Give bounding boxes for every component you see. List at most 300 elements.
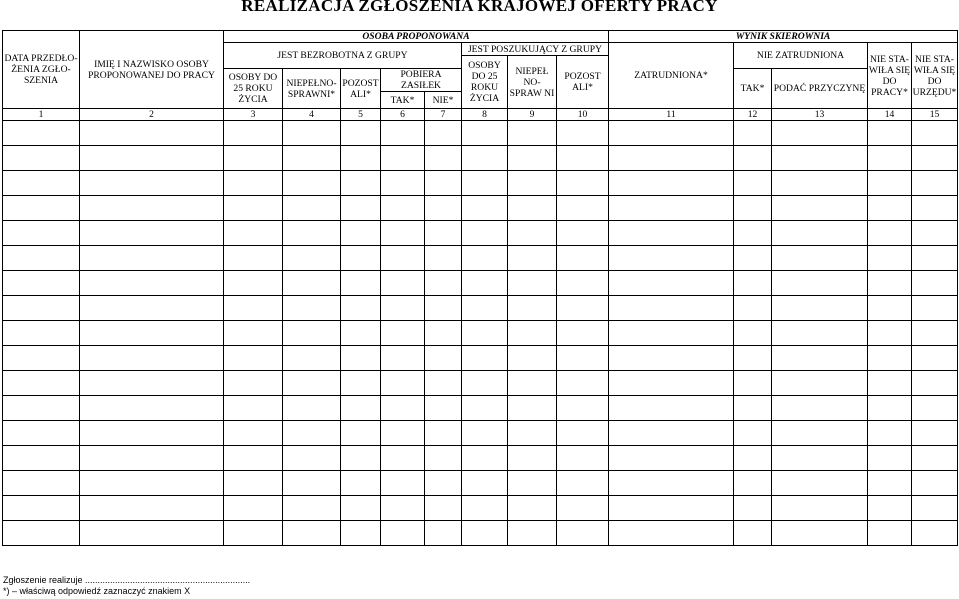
header-js-others: POZOST ALI* [557,56,609,109]
table-cell[interactable] [557,271,609,296]
table-cell[interactable] [557,246,609,271]
table-cell[interactable] [341,271,381,296]
table-cell[interactable] [381,121,425,146]
table-cell[interactable] [224,146,283,171]
header-js-under25: OSOBY DO 25 ROKU ŻYCIA [462,56,508,109]
table-cell[interactable] [772,146,868,171]
table-cell[interactable] [283,196,341,221]
column-number: 14 [868,109,912,121]
table-cell[interactable] [224,196,283,221]
table-cell[interactable] [609,246,734,271]
table-cell[interactable] [3,396,80,421]
table-cell[interactable] [609,421,734,446]
table-cell[interactable] [283,421,341,446]
table-cell[interactable] [3,496,80,521]
table-cell[interactable] [508,496,557,521]
table-row [3,196,958,221]
table-cell[interactable] [283,396,341,421]
table-cell[interactable] [283,171,341,196]
table-cell[interactable] [341,396,381,421]
table-cell[interactable] [224,296,283,321]
table-cell[interactable] [80,321,224,346]
header-allowance-no: NIE* [425,92,462,109]
table-cell[interactable] [3,271,80,296]
table-cell[interactable] [508,521,557,546]
table-cell[interactable] [912,296,958,321]
table-cell[interactable] [80,496,224,521]
header-person-group: OSOBA PROPONOWANA [224,31,609,43]
table-cell[interactable] [912,396,958,421]
table-row [3,146,958,171]
table-cell[interactable] [341,246,381,271]
table-row [3,346,958,371]
table-cell[interactable] [912,421,958,446]
table-cell[interactable] [462,121,508,146]
table-cell[interactable] [3,521,80,546]
table-cell[interactable] [341,221,381,246]
table-cell[interactable] [425,296,462,321]
table-cell[interactable] [425,146,462,171]
table-cell[interactable] [80,171,224,196]
table-cell[interactable] [3,471,80,496]
table-cell[interactable] [425,496,462,521]
table-cell[interactable] [912,346,958,371]
table-cell[interactable] [80,196,224,221]
table-cell[interactable] [508,271,557,296]
table-cell[interactable] [341,146,381,171]
table-cell[interactable] [462,321,508,346]
table-cell[interactable] [381,271,425,296]
table-cell[interactable] [462,521,508,546]
table-cell[interactable] [609,171,734,196]
table-cell[interactable] [734,321,772,346]
header-result-group: WYNIK SKIEROWNIA [609,31,958,43]
table-cell[interactable] [508,221,557,246]
table-cell[interactable] [557,146,609,171]
table-cell[interactable] [557,321,609,346]
referral-table [2,30,958,546]
table-cell[interactable] [734,521,772,546]
table-cell[interactable] [868,221,912,246]
table-cell[interactable] [80,221,224,246]
table-cell[interactable] [868,446,912,471]
table-cell[interactable] [868,271,912,296]
table-cell[interactable] [868,346,912,371]
column-number: 15 [912,109,958,121]
column-number: 7 [425,109,462,121]
table-cell[interactable] [3,246,80,271]
table-cell[interactable] [462,471,508,496]
table-cell[interactable] [341,346,381,371]
table-cell[interactable] [283,371,341,396]
table-cell[interactable] [912,271,958,296]
table-cell[interactable] [734,446,772,471]
table-cell[interactable] [381,196,425,221]
table-cell[interactable] [912,171,958,196]
column-number: 11 [609,109,734,121]
table-row [3,121,958,146]
form-title: REALIZACJA ZGŁOSZENIA KRAJOWEJ OFERTY PRACY [241,0,718,15]
table-cell[interactable] [283,121,341,146]
table-cell[interactable] [381,146,425,171]
table-cell[interactable] [734,471,772,496]
table-cell[interactable] [868,371,912,396]
table-cell[interactable] [734,296,772,321]
table-cell[interactable] [609,271,734,296]
table-cell[interactable] [609,471,734,496]
table-cell[interactable] [283,296,341,321]
table-cell[interactable] [557,296,609,321]
table-cell[interactable] [912,221,958,246]
table-cell[interactable] [508,421,557,446]
table-cell[interactable] [557,371,609,396]
table-cell[interactable] [508,171,557,196]
table-cell[interactable] [425,521,462,546]
table-cell[interactable] [508,371,557,396]
table-cell[interactable] [912,321,958,346]
table-cell[interactable] [462,146,508,171]
table-cell[interactable] [425,321,462,346]
table-cell[interactable] [557,521,609,546]
table-cell[interactable] [772,196,868,221]
table-cell[interactable] [381,171,425,196]
table-cell[interactable] [224,396,283,421]
table-cell[interactable] [734,121,772,146]
table-cell[interactable] [609,396,734,421]
table-cell[interactable] [609,121,734,146]
table-cell[interactable] [557,396,609,421]
table-cell[interactable] [80,246,224,271]
header-unemployed: JEST BEZROBOTNA Z GRUPY [224,43,462,69]
table-cell[interactable] [734,371,772,396]
table-cell[interactable] [868,396,912,421]
table-cell[interactable] [462,221,508,246]
table-cell[interactable] [462,246,508,271]
header-jobseeker: JEST POSZUKUJĄCY Z GRUPY [462,43,609,56]
table-cell[interactable] [609,321,734,346]
table-cell[interactable] [224,121,283,146]
table-cell[interactable] [734,271,772,296]
table-cell[interactable] [80,471,224,496]
table-cell[interactable] [283,146,341,171]
table-cell[interactable] [734,146,772,171]
table-cell[interactable] [3,421,80,446]
table-cell[interactable] [341,296,381,321]
table-cell[interactable] [283,271,341,296]
table-cell[interactable] [609,371,734,396]
table-cell[interactable] [341,171,381,196]
table-cell[interactable] [462,421,508,446]
footer-note: *) – właściwą odpowiedź zaznaczyć znakiem X [3,586,191,596]
table-cell[interactable] [772,246,868,271]
table-cell[interactable] [772,496,868,521]
table-cell[interactable] [425,446,462,471]
table-cell[interactable] [734,346,772,371]
table-cell[interactable] [772,371,868,396]
table-cell[interactable] [557,446,609,471]
table-cell[interactable] [224,271,283,296]
table-cell[interactable] [425,271,462,296]
table-cell[interactable] [734,396,772,421]
table-cell[interactable] [3,346,80,371]
table-cell[interactable] [80,121,224,146]
table-cell[interactable] [912,471,958,496]
table-cell[interactable] [734,221,772,246]
table-cell[interactable] [609,446,734,471]
table-cell[interactable] [80,446,224,471]
table-cell[interactable] [425,421,462,446]
column-number: 5 [341,109,381,121]
table-cell[interactable] [912,446,958,471]
table-cell[interactable] [381,296,425,321]
table-cell[interactable] [609,346,734,371]
table-cell[interactable] [283,496,341,521]
table-cell[interactable] [341,321,381,346]
column-number: 1 [3,109,80,121]
header-others: POZOST ALI* [341,69,381,109]
header-employed: ZATRUDNIONA* [609,43,734,109]
column-numbers-row [3,109,958,121]
table-cell[interactable] [341,521,381,546]
table-cell[interactable] [224,171,283,196]
table-cell[interactable] [772,446,868,471]
table-cell[interactable] [772,321,868,346]
table-cell[interactable] [283,321,341,346]
table-cell[interactable] [868,321,912,346]
table-cell[interactable] [283,221,341,246]
header-allowance-yes: TAK* [381,92,425,109]
table-cell[interactable] [912,246,958,271]
table-cell[interactable] [772,271,868,296]
table-cell[interactable] [868,521,912,546]
table-cell[interactable] [734,196,772,221]
table-cell[interactable] [425,121,462,146]
table-cell[interactable] [224,246,283,271]
header-ne-yes: TAK* [734,69,772,109]
table-cell[interactable] [283,246,341,271]
table-cell[interactable] [868,121,912,146]
table-cell[interactable] [425,471,462,496]
table-cell[interactable] [912,121,958,146]
table-cell[interactable] [381,421,425,446]
table-cell[interactable] [3,221,80,246]
table-cell[interactable] [224,446,283,471]
table-cell[interactable] [462,496,508,521]
table-cell[interactable] [508,246,557,271]
table-cell[interactable] [425,246,462,271]
header-js-disabled: NIEPEŁ NO- SPRAW NI [508,56,557,109]
table-cell[interactable] [80,146,224,171]
table-cell[interactable] [80,521,224,546]
table-cell[interactable] [425,396,462,421]
table-cell[interactable] [381,221,425,246]
table-row [3,421,958,446]
table-cell[interactable] [508,471,557,496]
table-cell[interactable] [3,371,80,396]
table-cell[interactable] [425,221,462,246]
table-row [3,246,958,271]
table-cell[interactable] [557,221,609,246]
table-cell[interactable] [462,171,508,196]
table-cell[interactable] [381,396,425,421]
table-cell[interactable] [557,471,609,496]
table-cell[interactable] [3,121,80,146]
table-cell[interactable] [462,271,508,296]
table-cell[interactable] [381,446,425,471]
table-cell[interactable] [609,196,734,221]
table-cell[interactable] [868,296,912,321]
table-cell[interactable] [734,171,772,196]
table-cell[interactable] [868,471,912,496]
table-cell[interactable] [868,146,912,171]
table-cell[interactable] [772,396,868,421]
table-cell[interactable] [3,196,80,221]
table-cell[interactable] [425,371,462,396]
table-cell[interactable] [557,421,609,446]
table-cell[interactable] [868,196,912,221]
table-cell[interactable] [425,196,462,221]
table-cell[interactable] [912,371,958,396]
header-not-employed: NIE ZATRUDNIONA [734,43,868,69]
table-cell[interactable] [609,146,734,171]
table-row [3,521,958,546]
table-cell[interactable] [462,371,508,396]
table-cell[interactable] [734,421,772,446]
table-cell[interactable] [772,346,868,371]
table-cell[interactable] [609,496,734,521]
table-cell[interactable] [224,346,283,371]
column-number: 3 [224,109,283,121]
table-cell[interactable] [508,296,557,321]
table-cell[interactable] [224,521,283,546]
table-cell[interactable] [341,121,381,146]
table-cell[interactable] [508,146,557,171]
column-number: 9 [508,109,557,121]
table-cell[interactable] [80,346,224,371]
table-cell[interactable] [462,446,508,471]
table-cell[interactable] [80,421,224,446]
table-cell[interactable] [609,296,734,321]
table-cell[interactable] [3,446,80,471]
table-row [3,296,958,321]
table-cell[interactable] [381,321,425,346]
table-cell[interactable] [381,471,425,496]
table-cell[interactable] [80,371,224,396]
table-cell[interactable] [912,521,958,546]
table-cell[interactable] [912,196,958,221]
column-number: 13 [772,109,868,121]
table-cell[interactable] [772,121,868,146]
table-cell[interactable] [341,446,381,471]
table-row [3,321,958,346]
table-cell[interactable] [224,496,283,521]
table-cell[interactable] [224,471,283,496]
table-cell[interactable] [557,171,609,196]
table-cell[interactable] [381,521,425,546]
table-row [3,171,958,196]
table-row [3,446,958,471]
table-cell[interactable] [462,396,508,421]
table-cell[interactable] [283,446,341,471]
table-cell[interactable] [508,321,557,346]
table-cell[interactable] [224,321,283,346]
table-cell[interactable] [868,246,912,271]
table-cell[interactable] [734,496,772,521]
table-cell[interactable] [912,496,958,521]
table-cell[interactable] [462,196,508,221]
table-cell[interactable] [772,521,868,546]
table-cell[interactable] [772,221,868,246]
table-cell[interactable] [381,346,425,371]
table-cell[interactable] [341,496,381,521]
table-cell[interactable] [80,296,224,321]
header-under25: OSOBY DO 25 ROKU ŻYCIA [224,69,283,109]
table-cell[interactable] [508,196,557,221]
table-cell[interactable] [462,346,508,371]
table-cell[interactable] [381,496,425,521]
column-number: 6 [381,109,425,121]
table-cell[interactable] [772,421,868,446]
table-cell[interactable] [508,396,557,421]
table-cell[interactable] [772,471,868,496]
table-cell[interactable] [868,171,912,196]
table-cell[interactable] [868,496,912,521]
table-cell[interactable] [341,196,381,221]
table-row [3,471,958,496]
table-cell[interactable] [557,496,609,521]
table-cell[interactable] [80,396,224,421]
table-cell[interactable] [462,296,508,321]
table-row [3,271,958,296]
table-cell[interactable] [341,471,381,496]
table-cell[interactable] [425,171,462,196]
table-row [3,496,958,521]
table-cell[interactable] [609,521,734,546]
table-cell[interactable] [283,471,341,496]
table-cell[interactable] [381,246,425,271]
table-cell[interactable] [341,371,381,396]
table-cell[interactable] [557,121,609,146]
table-cell[interactable] [3,296,80,321]
table-cell[interactable] [3,321,80,346]
table-body [3,121,958,546]
table-cell[interactable] [80,271,224,296]
table-cell[interactable] [425,346,462,371]
table-cell[interactable] [772,171,868,196]
table-cell[interactable] [734,246,772,271]
table-cell[interactable] [772,296,868,321]
table-cell[interactable] [508,346,557,371]
table-cell[interactable] [557,196,609,221]
table-cell[interactable] [3,171,80,196]
table-cell[interactable] [341,421,381,446]
table-cell[interactable] [224,421,283,446]
table-cell[interactable] [224,371,283,396]
table-cell[interactable] [3,146,80,171]
table-cell[interactable] [224,221,283,246]
table-cell[interactable] [508,446,557,471]
table-cell[interactable] [283,521,341,546]
table-cell[interactable] [381,371,425,396]
table-cell[interactable] [283,346,341,371]
footer-realizes: Zgłoszenie realizuje .................................................................. [3,575,251,585]
table-cell[interactable] [508,121,557,146]
table-cell[interactable] [609,221,734,246]
table-cell[interactable] [868,421,912,446]
table-cell[interactable] [557,346,609,371]
header-name: IMIĘ I NAZWISKO OSOBY PROPONOWANEJ DO PRACY [80,31,224,109]
table-cell[interactable] [912,146,958,171]
